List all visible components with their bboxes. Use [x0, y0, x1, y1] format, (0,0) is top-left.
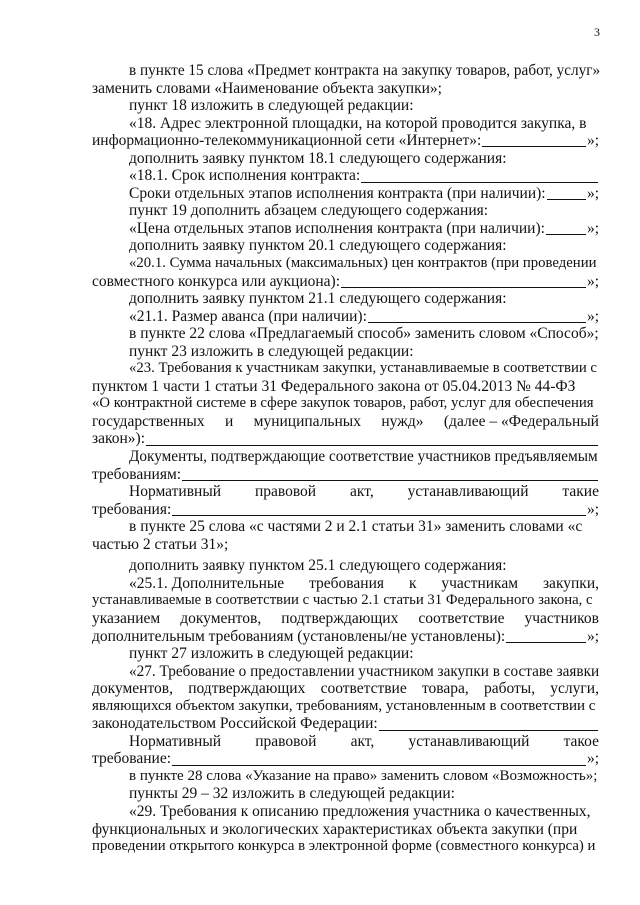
blank-field	[172, 753, 586, 766]
word: такое	[563, 732, 599, 750]
fill-in-line	[92, 430, 599, 448]
blank-field	[547, 187, 586, 200]
line-text: требованиям:	[92, 465, 182, 483]
fill-in-line	[92, 750, 599, 768]
blank-field	[172, 503, 586, 516]
page-number: 3	[594, 25, 600, 39]
blank-field	[506, 630, 586, 643]
blank-field	[146, 433, 598, 446]
fill-in-line	[92, 273, 599, 291]
word: участникам	[441, 574, 519, 592]
word: участников	[524, 609, 599, 627]
line-end: »;	[586, 500, 599, 518]
blank-field	[368, 310, 586, 323]
paragraph-line: «29. Требования к описанию предложения участника о качественных,	[129, 802, 591, 820]
paragraph-line: пункт 23 изложить в следующей редакции:	[129, 342, 414, 360]
word: правовой	[254, 483, 317, 501]
word: «25.1. Дополнительные	[129, 574, 285, 592]
word: закупки,	[542, 574, 599, 592]
word: требования	[309, 574, 385, 592]
word: работы,	[483, 680, 536, 698]
fill-in-line	[92, 628, 599, 646]
line-text: информационно-телекоммуникационной сети «Интернет»:	[92, 132, 482, 150]
word: подтверждающих	[281, 609, 399, 627]
line-text: требования:	[92, 500, 172, 518]
blank-field	[361, 170, 598, 183]
word: услуги,	[550, 680, 599, 698]
word: Нормативный	[129, 732, 222, 750]
line-end: »;	[586, 627, 599, 645]
line-end: »;	[586, 307, 599, 325]
word: соответствие	[320, 680, 407, 698]
justified-line	[92, 733, 599, 751]
paragraph-line: «20.1. Сумма начальных (максимальных) цен контрактов (при проведении	[129, 255, 597, 272]
word: акт,	[350, 732, 375, 750]
paragraph-line: «18. Адрес электронной площадки, на которой проводится закупка, в	[129, 114, 587, 132]
line-text: Сроки отдельных этапов исполнения контракта (при наличии):	[129, 184, 546, 202]
paragraph-line: Документы, подтверждающие соответствие участников предъявляемым	[129, 448, 598, 466]
paragraph-line: проведении открытого конкурса в электронной форме (совместного конкурса) и	[92, 838, 596, 855]
fill-in-line	[92, 220, 599, 238]
justified-line	[92, 483, 599, 501]
justified-line	[92, 575, 599, 593]
word: документов,	[180, 609, 262, 627]
word: соответствие	[418, 609, 505, 627]
paragraph-line: «27. Требование о предоставлении участником закупки в составе заявки	[129, 662, 600, 680]
line-end: »;	[586, 750, 599, 768]
paragraph-line: дополнить заявку пунктом 20.1 следующего содержания:	[129, 237, 507, 255]
fill-in-line	[92, 132, 599, 150]
fill-in-line	[92, 501, 599, 519]
paragraph-line: в пункте 25 слова «с частями 2 и 2.1 статьи 31» заменить словами «с	[129, 518, 583, 536]
word: Нормативный	[129, 483, 222, 501]
paragraph-line: пункты 29 – 32 изложить в следующей редакции:	[129, 785, 455, 803]
word: государственных	[92, 412, 205, 430]
paragraph-line: пункт 18 изложить в следующей редакции:	[129, 97, 414, 115]
line-text: дополнительным требованиям (установлены/не установлены):	[92, 627, 506, 645]
fill-in-line	[92, 466, 599, 484]
word: документов,	[92, 680, 173, 698]
line-end: »;	[586, 272, 599, 290]
word: указанием	[92, 609, 161, 627]
line-text: «21.1. Размер аванса (при наличии):	[129, 307, 367, 325]
fill-in-line	[92, 308, 599, 326]
justified-line	[92, 413, 599, 431]
paragraph-line: частью 2 статьи 31»;	[92, 535, 229, 553]
paragraph-line: устанавливаемые в соответствии с частью 2.1 статьи 31 Федерального закона, с	[92, 592, 593, 609]
paragraph-line: дополнить заявку пунктом 21.1 следующего содержания:	[129, 290, 507, 308]
paragraph-line: «23. Требования к участникам закупки, устанавливаемые в соответствии с	[129, 360, 597, 377]
word: товара,	[421, 680, 469, 698]
line-end: »;	[586, 132, 599, 150]
fill-in-line	[92, 185, 599, 203]
document-body	[92, 62, 599, 856]
word: и	[224, 412, 234, 430]
word: устанавливающий	[408, 732, 530, 750]
blank-field	[546, 222, 586, 235]
line-text: требование:	[92, 750, 171, 768]
blank-field	[341, 275, 586, 288]
paragraph-line: «О контрактной системе в сфере закупок товаров, работ, услуг для обеспечения	[92, 395, 594, 412]
line-end: »;	[586, 219, 599, 237]
line-end: »;	[586, 184, 599, 202]
line-text: совместного конкурса или аукциона):	[92, 272, 341, 290]
line-text: закон»):	[92, 430, 146, 448]
word: к	[408, 574, 417, 592]
word: акт,	[350, 483, 374, 501]
word: подтверждающих	[188, 680, 306, 698]
word: муниципальных	[253, 412, 361, 430]
line-text: законодательством Российской Федерации:	[92, 715, 378, 733]
paragraph-line: в пункте 15 слова «Предмет контракта на закупку товаров, работ, услуг»	[129, 62, 601, 79]
word: нужд»	[381, 412, 424, 430]
paragraph-line: дополнить заявку пунктом 25.1 следующего содержания:	[129, 557, 507, 575]
word: правовой	[255, 732, 317, 750]
paragraph-line: пункт 19 дополнить абзацем следующего содержания:	[129, 202, 489, 220]
paragraph-line: дополнить заявку пунктом 18.1 следующего содержания:	[129, 149, 507, 167]
paragraph-line: в пункте 28 слова «Указание на право» заменить словом «Возможность»;	[129, 767, 598, 784]
paragraph-line: пункт 27 изложить в следующей редакции:	[129, 645, 414, 663]
word: (далее – «Федеральный	[443, 412, 599, 430]
paragraph-line: функциональных и экологических характеристиках объекта закупки (при	[92, 820, 578, 838]
justified-line	[92, 610, 599, 628]
paragraph-line: в пункте 22 слова «Предлагаемый способ» заменить словом «Способ»;	[129, 325, 599, 343]
blank-field	[482, 134, 586, 147]
justified-line	[92, 680, 599, 698]
paragraph-line: пунктом 1 части 1 статьи 31 Федерального закона от 05.04.2013 № 44-ФЗ	[92, 377, 576, 395]
line-text: «18.1. Срок исполнения контракта:	[129, 167, 361, 185]
paragraph-line: являющихся объектом закупки, требованиям, установленным в соответствии с	[92, 697, 596, 714]
blank-field	[182, 468, 598, 481]
line-text: «Цена отдельных этапов исполнения контракта (при наличии):	[129, 219, 545, 237]
fill-in-line	[92, 715, 599, 733]
paragraph-line: заменить словами «Наименование объекта закупки»;	[92, 79, 442, 97]
word: такие	[562, 483, 599, 501]
fill-in-line	[92, 167, 599, 185]
word: устанавливающий	[407, 483, 529, 501]
blank-field	[379, 718, 598, 731]
